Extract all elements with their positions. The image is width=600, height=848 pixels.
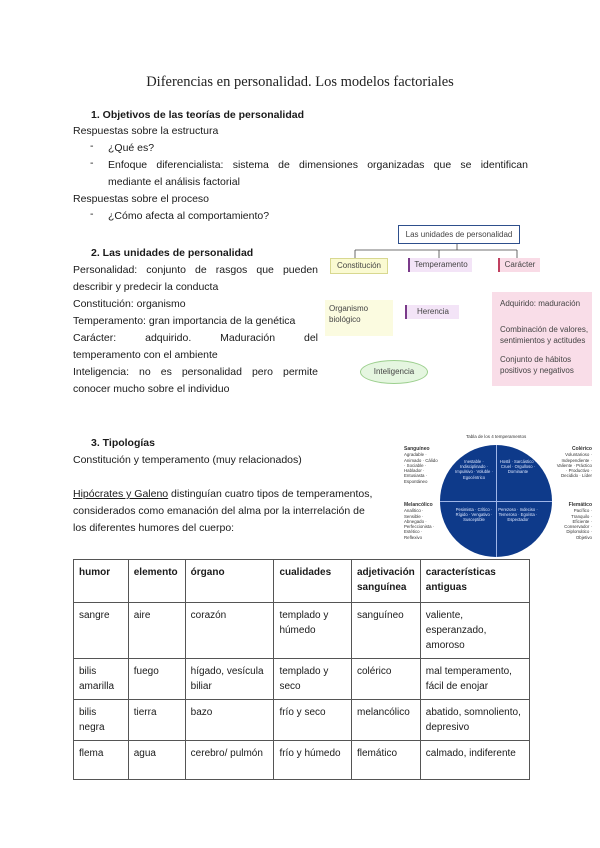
table-header: cualidades xyxy=(274,560,352,603)
quadrant-flematico: Perezoso · Indeciso · Temeroso · Egoísta · Espectador xyxy=(498,507,538,523)
diagram-adquirido: Adquirido: maduración xyxy=(500,299,581,308)
table-header: adjetivación sanguínea xyxy=(351,560,420,603)
temperament-circle xyxy=(440,445,552,557)
tipologias-line: los diferentes humores del cuerpo: xyxy=(73,522,235,534)
table-row xyxy=(74,741,530,780)
table-cell: colérico xyxy=(351,659,420,700)
flematico-title: Flemático xyxy=(568,502,592,508)
table-header: características antiguas xyxy=(420,560,529,603)
table-cell: frío y húmedo xyxy=(274,741,352,780)
table-cell: bilis amarilla xyxy=(74,659,129,700)
section2-heading: 2. Las unidades de personalidad xyxy=(91,247,254,259)
table-header: órgano xyxy=(185,560,274,603)
table-cell: aire xyxy=(128,603,185,659)
quadrant-melancolico: Pesimista · Crítico · Rígido · Vengativo · Susceptible xyxy=(455,507,493,523)
diagram-herencia: Herencia xyxy=(405,305,459,319)
table-row xyxy=(74,603,530,659)
table-cell: corazón xyxy=(185,603,274,659)
diagram-habitos: Conjunto de hábitos positivos y negativos xyxy=(500,355,574,375)
flematico-traits: Pacífico · Tranquilo · Eficiente · Conservador · Diplomático · Objetivo xyxy=(564,508,592,540)
unidades-line: Carácter: adquirido. Maduración del xyxy=(73,332,318,344)
table-header: humor xyxy=(74,560,129,603)
estructura-label: Respuestas sobre la estructura xyxy=(73,125,219,137)
diagram-caracter: Carácter xyxy=(498,258,540,272)
table-cell: sangre xyxy=(74,603,129,659)
diagram-organismo: Organismo biológico xyxy=(325,300,393,336)
section1-heading: 1. Objetivos de las teorías de personalidad xyxy=(91,109,304,121)
tipologias-line: Constitución y temperamento (muy relacionados) xyxy=(73,454,302,466)
section3-heading: 3. Tipologías xyxy=(91,437,155,449)
bullet-enfoque: Enfoque diferencialista: sistema de dimensiones organizadas que se identifican xyxy=(108,159,528,171)
label-melancolico xyxy=(404,502,440,540)
bullet-que-es: ¿Qué es? xyxy=(108,142,155,154)
table-cell: hígado, vesícula biliar xyxy=(185,659,274,700)
diagram-root: Las unidades de personalidad xyxy=(398,225,520,244)
unidades-line: Inteligencia: no es personalidad pero permite xyxy=(73,366,318,378)
table-cell: fuego xyxy=(128,659,185,700)
diagram-inteligencia: Inteligencia xyxy=(360,360,428,384)
table-row xyxy=(74,659,530,700)
label-sanguineo xyxy=(404,446,440,484)
bullet-dash: - xyxy=(90,157,94,169)
tipologias-line xyxy=(73,486,372,503)
label-flematico xyxy=(556,502,592,540)
table-cell: valiente, esperanzado, amoroso xyxy=(420,603,529,659)
bullet-dash: - xyxy=(90,208,94,220)
table-cell: flemático xyxy=(351,741,420,780)
table-cell: bazo xyxy=(185,700,274,741)
proceso-label: Respuestas sobre el proceso xyxy=(73,193,209,205)
tipologias-line: considerados como emanación del alma por la interrelación de xyxy=(73,505,365,517)
bullet-dash: - xyxy=(90,140,94,152)
page-title: Diferencias en personalidad. Los modelos factoriales xyxy=(146,74,454,90)
diagram-temperamento: Temperamento xyxy=(408,258,472,272)
diagram-combinacion: Combinación de valores, sentimientos y actitudes xyxy=(500,325,589,345)
humors-table xyxy=(73,559,530,780)
table-header-row xyxy=(74,560,530,603)
circle-title: Tabla de los 4 temperamentos xyxy=(466,434,527,439)
quadrant-sanguineo: Inestable · Indisciplinado · Impulsivo · Voluble · Egocéntrico xyxy=(455,459,493,480)
bullet-enfoque-cont: mediante el análisis factorial xyxy=(108,176,240,188)
bullet-como-afecta: ¿Cómo afecta al comportamiento? xyxy=(108,210,270,222)
quadrant-colerico: Hostil · Sarcástico · Cruel · Orgulloso · Dominante xyxy=(499,459,537,475)
table-cell: abatido, somnoliento, depresivo xyxy=(420,700,529,741)
unidades-line: Constitución: organismo xyxy=(73,298,186,310)
colerico-title: Colérico xyxy=(571,446,592,452)
table-cell: templado y seco xyxy=(274,659,352,700)
table-cell: melancólico xyxy=(351,700,420,741)
table-cell: frío y seco xyxy=(274,700,352,741)
table-cell: agua xyxy=(128,741,185,780)
unidades-line: describir y predecir la conducta xyxy=(73,281,219,293)
melancolico-traits: Analítico · Sensible · Abnegado · Perfeccionista · Estético · Reflexivo xyxy=(404,508,435,540)
table-cell: calmado, indiferente xyxy=(420,741,529,780)
table-row xyxy=(74,700,530,741)
colerico-traits: Voluntarioso · Independiente · Valiente · Práctico · Productivo · Decidido · Líder xyxy=(556,452,592,479)
label-colerico xyxy=(556,446,592,479)
table-cell: tierra xyxy=(128,700,185,741)
hipocrates-galeno: Hipócrates y Galeno xyxy=(73,488,169,500)
sanguineo-title: Sanguíneo xyxy=(404,446,430,452)
table-cell: cerebro/ pulmón xyxy=(185,741,274,780)
table-cell: templado y húmedo xyxy=(274,603,352,659)
unidades-line: conocer mucho sobre el individuo xyxy=(73,383,230,395)
melancolico-title: Melancólico xyxy=(404,502,433,508)
table-cell: bilis negra xyxy=(74,700,129,741)
unidades-line: Temperamento: gran importancia de la genética xyxy=(73,315,296,327)
diagram-constitucion: Constitución xyxy=(330,258,388,274)
unidades-line: temperamento con el ambiente xyxy=(73,349,218,361)
table-header: elemento xyxy=(128,560,185,603)
diagram-caracter-detail xyxy=(492,292,592,386)
unidades-line: Personalidad: conjunto de rasgos que pueden xyxy=(73,264,318,276)
table-cell: mal temperamento, fácil de enojar xyxy=(420,659,529,700)
table-cell: flema xyxy=(74,741,129,780)
circle-divider xyxy=(440,501,552,502)
table-cell: sanguíneo xyxy=(351,603,420,659)
tipologias-text: distinguían cuatro tipos de temperamentos, xyxy=(168,488,373,500)
sanguineo-traits: Agradable · Animado · Cálido · Sociable · Hablador · Entusiasta · Espontáneo xyxy=(404,452,438,484)
